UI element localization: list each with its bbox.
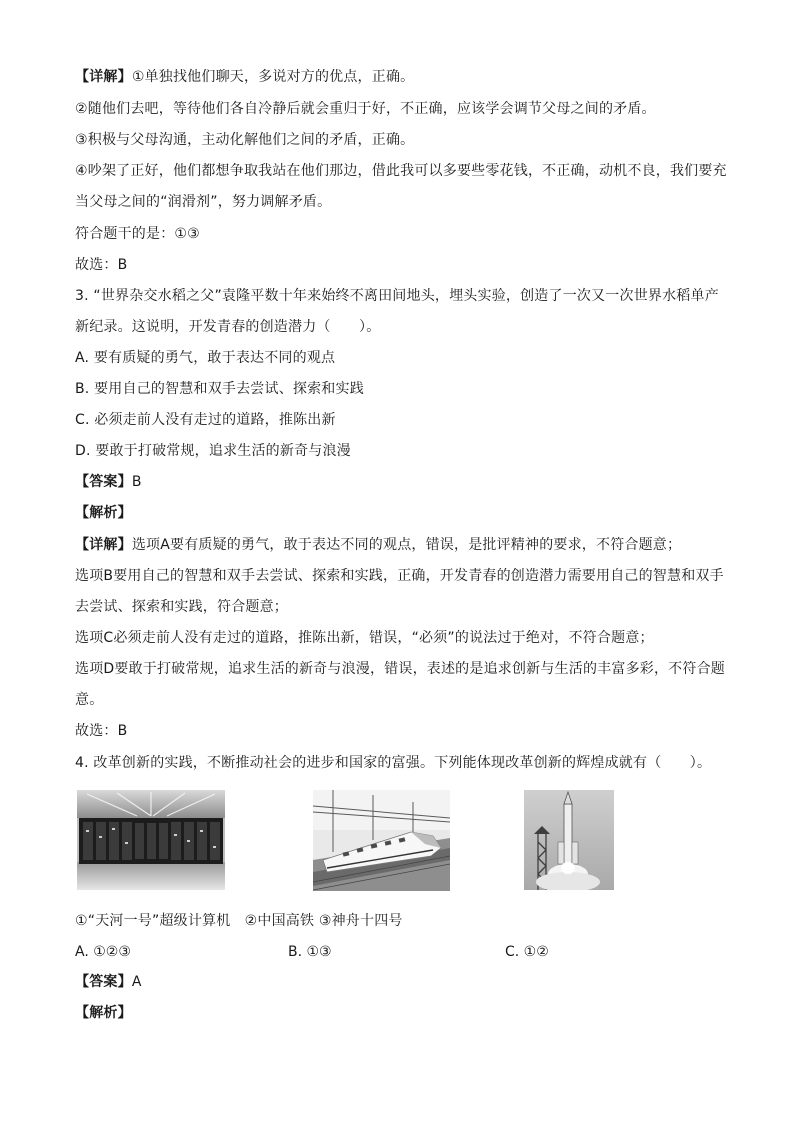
q3-analysis-tag: 【解析】 bbox=[75, 505, 132, 521]
q3-detail-d-line1: 选项D要敢于打破常规，追求生活的新奇与浪漫，错误，表述的是追求创新与生活的丰富多彩，不符合题 bbox=[75, 661, 725, 677]
q3-option-d: D. 要敢于打破常规，追求生活的新奇与浪漫 bbox=[75, 443, 351, 459]
detail-tag: 【详解】 bbox=[75, 69, 132, 85]
q3-choice: 故选：B bbox=[75, 723, 128, 739]
q4-answer bbox=[75, 972, 142, 992]
q4-stem: 4. 改革创新的实践，不断推动社会的进步和国家的富强。下列能体现改革创新的辉煌成就有（ ）。 bbox=[75, 755, 712, 771]
q2-item-3: ③积极与父母沟通，主动化解他们之间的矛盾，正确。 bbox=[75, 132, 415, 148]
q3-answer-value: B bbox=[131, 474, 142, 490]
q4-option-a: A. ①②③ bbox=[75, 944, 131, 960]
q3-stem-line2: 新纪录。这说明，开发青春的创造潜力（ ）。 bbox=[75, 319, 381, 335]
answer-tag: 【答案】 bbox=[75, 974, 132, 990]
q3-detail-a: 选项A要有质疑的勇气，敢于表达不同的观点，错误，是批评精神的要求，不符合题意； bbox=[131, 537, 682, 553]
rocket-illustration bbox=[524, 790, 614, 890]
q2-choice: 故选：B bbox=[75, 257, 128, 273]
answer-tag: 【答案】 bbox=[75, 474, 132, 490]
train-illustration bbox=[313, 790, 450, 891]
q4-option-c: C. ①② bbox=[505, 944, 549, 960]
q3-option-b: B. 要用自己的智慧和双手去尝试、探索和实践 bbox=[75, 381, 364, 397]
q4-image-caption: ①“天河一号”超级计算机 ②中国高铁 ③神舟十四号 bbox=[75, 913, 403, 929]
supercomputer-illustration bbox=[77, 790, 225, 890]
q3-detail-b-line1: 选项B要用自己的智慧和双手去尝试、探索和实践，正确，开发青春的创造潜力需要用自己的智慧和双手 bbox=[75, 568, 724, 584]
q3-detail-c: 选项C必须走前人没有走过的道路，推陈出新，错误，“必须”的说法过于绝对，不符合题意； bbox=[75, 630, 654, 646]
supercomputer-image bbox=[77, 790, 225, 890]
q4-option-b: B. ①③ bbox=[288, 944, 332, 960]
q3-detail-b-line2: 去尝试、探索和实践，符合题意； bbox=[75, 599, 288, 615]
q2-detail-line bbox=[75, 67, 414, 87]
q3-option-c: C. 必须走前人没有走过的道路，推陈出新 bbox=[75, 412, 336, 428]
q4-answer-value: A bbox=[131, 974, 142, 990]
q3-answer bbox=[75, 472, 142, 492]
q3-detail-d-line2: 意。 bbox=[75, 692, 104, 708]
q3-stem-line1: 3. “世界杂交水稻之父”袁隆平数十年来始终不离田间地头，埋头实验，创造了一次又一次世界水稻单产 bbox=[75, 288, 719, 304]
q2-item-4-line1: ④吵架了正好，他们都想争取我站在他们那边，借此我可以多要些零花钱，不正确，动机不良，我们要充 bbox=[75, 163, 727, 179]
shenzhou-rocket-image bbox=[524, 790, 614, 890]
detail-tag: 【详解】 bbox=[75, 537, 132, 553]
q3-option-a: A. 要有质疑的勇气，敢于表达不同的观点 bbox=[75, 350, 336, 366]
q3-detail-a-line bbox=[75, 535, 681, 555]
q2-conclusion: 符合题干的是：①③ bbox=[75, 226, 200, 242]
q2-item-2: ②随他们去吧，等待他们各自冷静后就会重归于好，不正确，应该学会调节父母之间的矛盾。 bbox=[75, 101, 656, 117]
q2-item-1: ①单独找他们聊天，多说对方的优点，正确。 bbox=[131, 69, 415, 85]
q4-analysis-tag: 【解析】 bbox=[75, 1005, 132, 1021]
q2-item-4-line2: 当父母之间的“润滑剂”，努力调解矛盾。 bbox=[75, 194, 332, 210]
high-speed-train-image bbox=[313, 790, 450, 891]
